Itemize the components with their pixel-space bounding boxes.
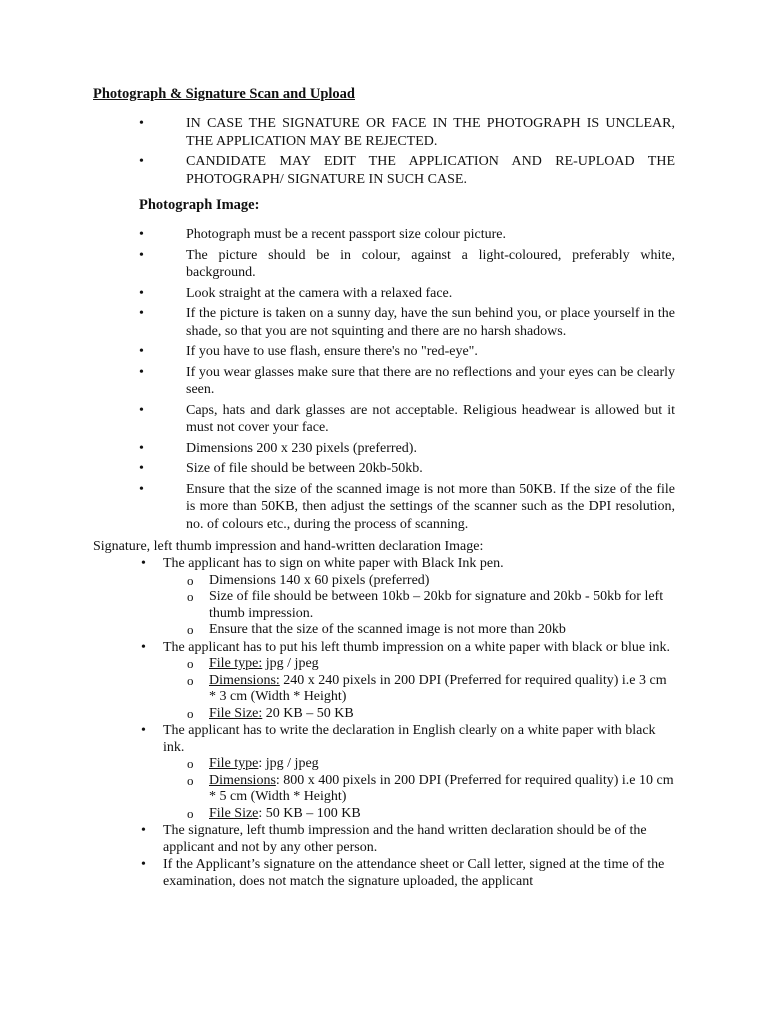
list-item: • Ensure that the size of the scanned image is not more than 50KB. If the size of the file is more than 50KB, then adjust the settings of the scanner such as the DPI resolution, no. of colours etc., during the process of scanning. (139, 481, 675, 534)
photograph-rules-list (139, 226, 675, 536)
dimensions-label: Dimensions (209, 772, 276, 788)
warning-list (139, 115, 675, 191)
sub-list-item: o Size of file should be between 10kb – 20kb for signature and 20kb - 50kb for left thumb impression. (163, 589, 675, 622)
sub-list-item (163, 656, 675, 673)
item-text: The applicant has to write the declaration in English clearly on a white paper with black ink. (163, 723, 656, 755)
list-item: • The signature, left thumb impression and the hand written declaration should be of the applicant and not by any other person. (139, 823, 675, 856)
list-item: • Caps, hats and dark glasses are not acceptable. Religious headwear is allowed but it must not cover your face. (139, 402, 675, 437)
list-item: • CANDIDATE MAY EDIT THE APPLICATION AND RE-UPLOAD THE PHOTOGRAPH/ SIGNATURE IN SUCH CASE. (139, 153, 675, 188)
list-item: • Look straight at the camera with a relaxed face. (139, 285, 675, 303)
file-type-label: File type (209, 756, 259, 771)
dimensions-label: Dimensions: (209, 672, 280, 688)
list-item (139, 723, 675, 822)
sub-list-item: o Ensure that the size of the scanned image is not more than 20kb (163, 622, 675, 639)
list-item: • If the picture is taken on a sunny day, have the sun behind you, or place yourself in the shade, so that you are not squinting and there are no harsh shadows. (139, 305, 675, 340)
sub-list (163, 756, 675, 822)
sub-list-item (163, 806, 675, 823)
list-item: • Photograph must be a recent passport size colour picture. (139, 226, 675, 244)
page-title: Photograph & Signature Scan and Upload (93, 86, 355, 102)
dimensions-value: : 800 x 400 pixels in 200 DPI (Preferred for required quality) i.e 10 cm * 5 cm (Width * Height) (209, 772, 674, 804)
list-item (139, 640, 675, 723)
sub-list-item (163, 773, 675, 806)
list-item: • If you have to use flash, ensure there's no "red-eye". (139, 343, 675, 361)
list-item (139, 556, 675, 639)
file-size-label: File Size: (209, 705, 263, 721)
list-item: • If the Applicant’s signature on the attendance sheet or Call letter, signed at the time of the examination, does not match the signature uploaded, the applicant (139, 857, 675, 890)
signature-section-intro: Signature, left thumb impression and hand-written declaration Image: (93, 539, 484, 554)
sub-list-item: o Dimensions 140 x 60 pixels (preferred) (163, 573, 675, 590)
item-text: The applicant has to sign on white paper with Black Ink pen. (163, 556, 504, 571)
sub-list-item (163, 673, 675, 706)
file-type-value: : jpg / jpeg (258, 756, 319, 771)
section-heading-photograph: Photograph Image: (139, 197, 260, 213)
file-size-label: File Size (209, 805, 259, 821)
list-item: • IN CASE THE SIGNATURE OR FACE IN THE PHOTOGRAPH IS UNCLEAR, THE APPLICATION MAY BE REJECTED. (139, 115, 675, 150)
signature-rules-list (139, 556, 675, 891)
list-item: • The picture should be in colour, against a light-coloured, preferably white, background. (139, 247, 675, 282)
file-size-value: 20 KB – 50 KB (262, 705, 354, 721)
sub-list (163, 656, 675, 722)
list-item: • If you wear glasses make sure that there are no reflections and your eyes can be clearly seen. (139, 364, 675, 399)
list-item: • Dimensions 200 x 230 pixels (preferred). (139, 440, 675, 458)
sub-list-item (163, 706, 675, 723)
sub-list-item (163, 756, 675, 773)
file-size-value: : 50 KB – 100 KB (258, 805, 361, 821)
sub-list (163, 573, 675, 639)
item-text: The applicant has to put his left thumb impression on a white paper with black or blue ink. (163, 639, 671, 655)
file-type-label: File type: (209, 656, 263, 671)
dimensions-value: 240 x 240 pixels in 200 DPI (Preferred for required quality) i.e 3 cm * 3 cm (Width * Height) (209, 672, 667, 704)
list-item: • Size of file should be between 20kb-50kb. (139, 460, 675, 478)
file-type-value: jpg / jpeg (262, 656, 319, 671)
